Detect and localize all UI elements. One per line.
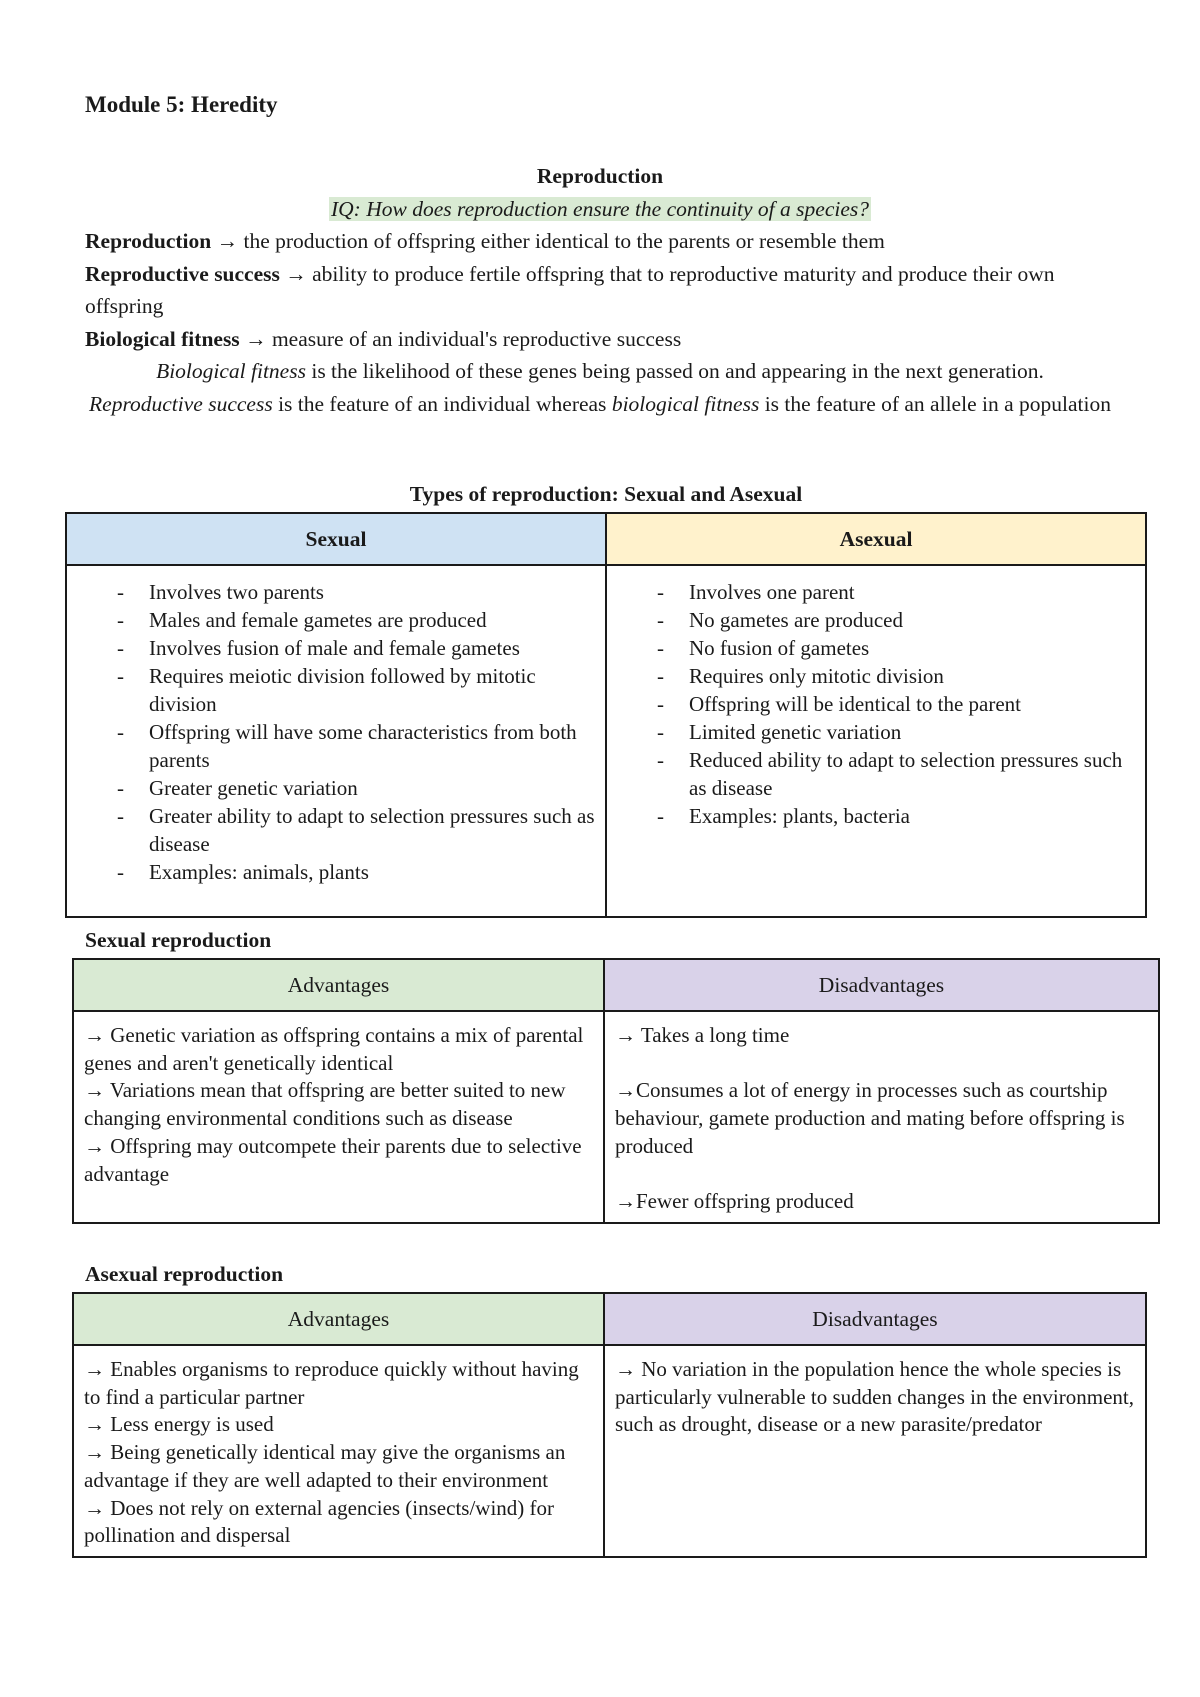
list-item: - No gametes are produced [617,606,1135,634]
asexual-reproduction-title: Asexual reproduction [85,1262,284,1286]
module-title: Module 5: Heredity [85,92,278,117]
advantage-item: → Does not rely on external agencies (insects/wind) for pollination and dispersal [84,1495,555,1548]
types-header-row [66,513,1146,565]
advantage-item: → Offspring may outcompete their parents due to selective advantage [84,1133,582,1186]
note-italic: Biological fitness [156,359,306,383]
types-table [65,512,1147,918]
disadvantages-header: Disadvantages [604,1293,1146,1345]
sexual-reproduction-table [72,958,1160,1224]
types-title: Types of reproduction: Sexual and Asexual [409,482,803,506]
disadvantage-item: → Takes a long time [615,1023,790,1047]
sexual-cell [66,565,606,917]
definition-text: → ability to produce fertile offspring that to reproductive maturity and produce their own offspring [85,261,1055,318]
disadvantages-header: Disadvantages [604,959,1159,1011]
definition-term: Biological fitness [85,326,240,351]
types-body-row [66,565,1146,917]
definition-reproduction [85,225,1115,258]
note-biological-fitness [85,355,1115,388]
note-italic: Reproductive success [89,391,273,416]
advantage-item: → Genetic variation as offspring contains a mix of parental genes and aren't genetically identical [84,1023,584,1075]
reproduction-heading: Reproduction [536,164,664,188]
definition-text: → the production of offspring either identical to the parents or resemble them [211,229,885,253]
list-item: - Examples: plants, bacteria [617,802,1135,830]
sexual-reproduction-title: Sexual reproduction [85,928,272,952]
advantages-header: Advantages [73,1293,604,1345]
spacer [615,1050,1148,1078]
list-item: - Involves two parents [77,578,595,606]
inquiry-question-row [85,193,1115,226]
list-item: - Greater ability to adapt to selection pressures such as disease [77,802,595,858]
advantages-cell [73,1011,604,1223]
definition-term: Reproduction [85,229,212,253]
disadvantage-item: → No variation in the population hence the whole species is particularly vulnerable to sudden changes in the environment, such as drought, disease or a new parasite/predator [615,1357,1135,1437]
note-text: is the likelihood of these genes being passed on and appearing in the next generation. [305,359,1044,383]
list-item: - Offspring will be identical to the parent [617,690,1135,718]
list-item: - No fusion of gametes [617,634,1135,662]
list-item: - Examples: animals, plants [77,858,595,886]
list-item: - Requires meiotic division followed by mitotic division [77,662,595,718]
asexual-cell [606,565,1146,917]
note-italic: biological fitness [611,391,760,416]
definition-reproductive-success [85,258,1115,323]
list-item: - Offspring will have some characteristics from both parents [77,718,595,774]
list-item: - Males and female gametes are produced [77,606,595,634]
disadvantage-item: →Fewer offspring produced [615,1189,854,1214]
list-item: - Reduced ability to adapt to selection pressures such as disease [617,746,1135,802]
definition-text: → measure of an individual's reproductive success [239,326,682,351]
asexual-body-row [73,1345,1146,1557]
asexual-header: Asexual [606,513,1146,565]
asexual-list [617,578,1135,830]
list-item: - Limited genetic variation [617,718,1135,746]
asexual-reproduction-table [72,1292,1147,1558]
inquiry-question: IQ: How does reproduction ensure the continuity of a species? [331,196,869,221]
list-item: - Involves one parent [617,578,1135,606]
disadvantages-cell [604,1011,1159,1223]
note-text: is the feature of an individual whereas [272,391,612,416]
note-text: is the feature of an allele in a population [759,391,1111,416]
note-comparison [85,388,1115,421]
asexual-header-row [73,1293,1146,1345]
sexual-header: Sexual [66,513,606,565]
advantage-item: → Enables organisms to reproduce quickly without having to find a particular partner [84,1357,579,1409]
sexual-list [77,578,595,886]
sexual-header-row [73,959,1159,1011]
advantages-cell [73,1345,604,1557]
advantages-header: Advantages [73,959,604,1011]
definition-biological-fitness [85,323,1115,356]
advantage-item: → Being genetically identical may give the organisms an advantage if they are well adapted to their environment [84,1440,566,1492]
reproduction-section [85,160,1115,420]
list-item: - Requires only mitotic division [617,662,1135,690]
disadvantage-item: →Consumes a lot of energy in processes such as courtship behaviour, gamete production and mating before offspring is produced [615,1078,1125,1158]
sexual-body-row [73,1011,1159,1223]
disadvantages-cell [604,1345,1146,1557]
definition-term: Reproductive success [85,261,280,286]
advantage-item: → Variations mean that offspring are better suited to new changing environmental conditions such as disease [84,1078,566,1131]
spacer [615,1161,1148,1189]
advantage-item: → Less energy is used [84,1412,274,1437]
list-item: - Greater genetic variation [77,774,595,802]
list-item: - Involves fusion of male and female gametes [77,634,595,662]
